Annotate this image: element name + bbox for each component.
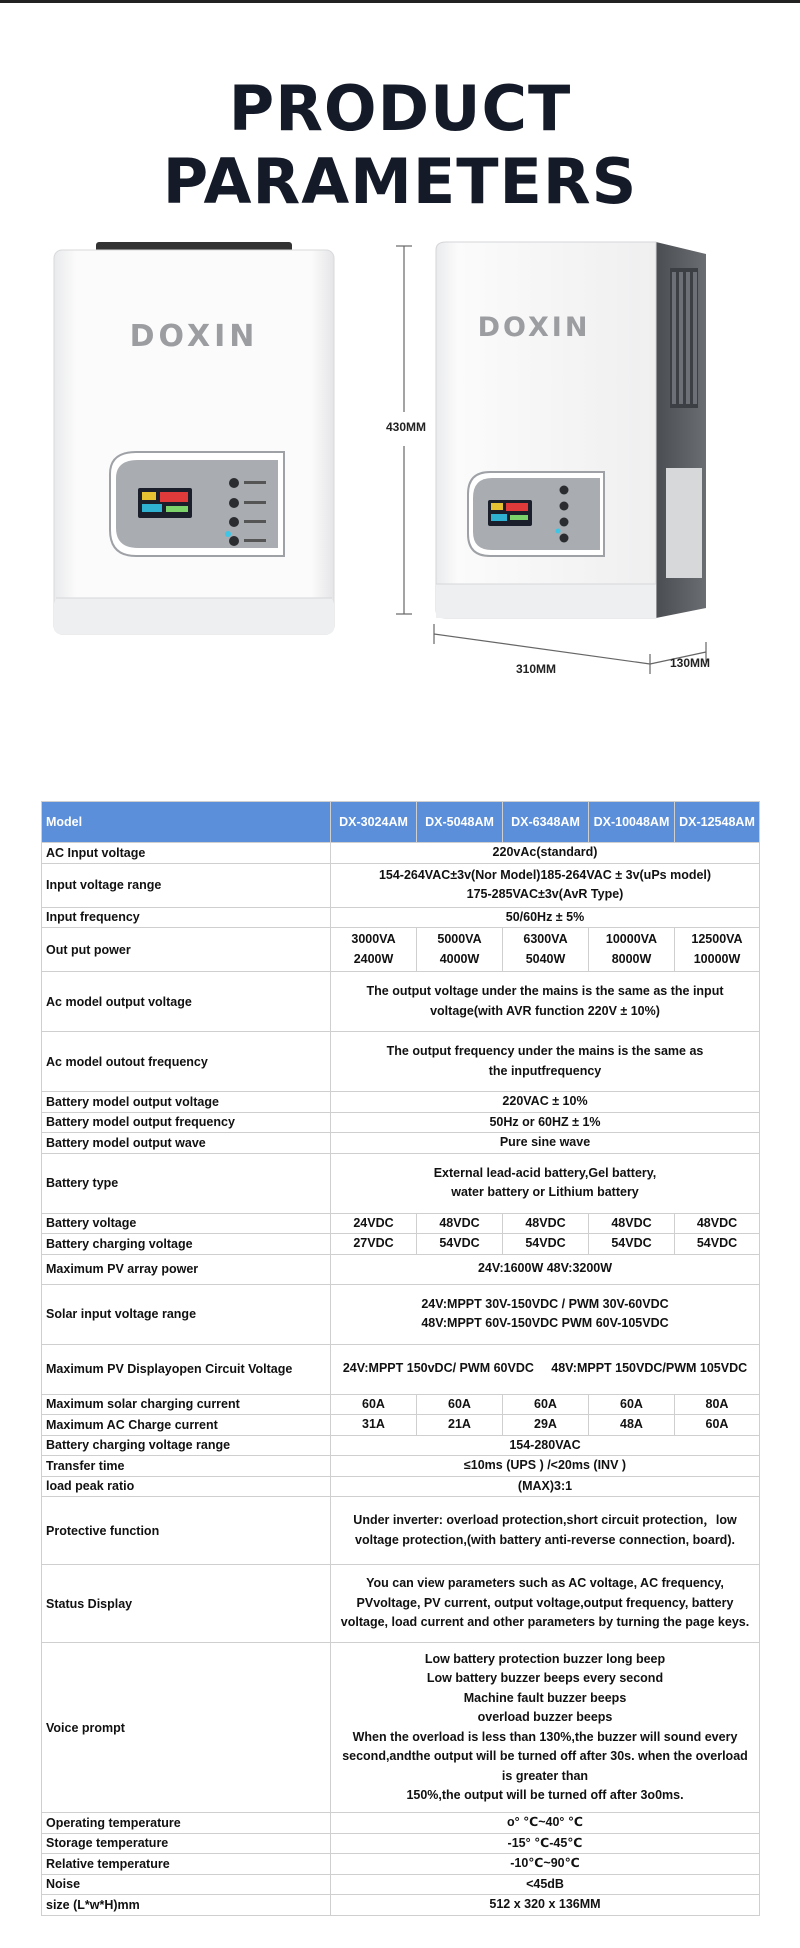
table-row — [42, 1415, 760, 1436]
row-value: 80A — [675, 1394, 760, 1415]
width-depth-dimension-lines — [430, 620, 720, 680]
brand-logo-side: DOXIN — [477, 312, 591, 343]
value-line: overload buzzer beeps — [477, 1710, 613, 1724]
row-value: 220vAc(standard) — [331, 843, 760, 864]
value-line: Low battery protection buzzer long beep — [424, 1651, 666, 1666]
row-value — [589, 928, 675, 972]
row-value: 512 x 320 x 136MM — [331, 1895, 760, 1916]
value-line: 5000VA — [437, 932, 482, 946]
value-line: The output voltage under the mains is the same as the input — [366, 984, 724, 998]
table-row — [42, 1213, 760, 1234]
table-row — [42, 1813, 760, 1834]
height-dimension-label: 430MM — [386, 420, 427, 434]
row-value: -15° ℃-45℃ — [331, 1833, 760, 1854]
row-value: 27VDC — [331, 1234, 417, 1255]
row-value: (MAX)3:1 — [331, 1476, 760, 1497]
row-value: 154-280VAC — [331, 1435, 760, 1456]
row-label: Voice prompt — [42, 1643, 331, 1813]
row-value: 24V:1600W 48V:3200W — [331, 1254, 760, 1284]
row-label: Relative temperature — [42, 1854, 331, 1875]
row-label: Battery voltage — [42, 1213, 331, 1234]
table-row — [42, 1456, 760, 1477]
row-value: 24V:MPPT 150vDC/ PWM 60VDC 48V:MPPT 150VDC/PWM 105VDC — [331, 1344, 760, 1394]
table-row — [42, 1643, 760, 1813]
row-value: 48A — [589, 1415, 675, 1436]
row-label: Ac model outout frequency — [42, 1032, 331, 1092]
row-label: Battery model output frequency — [42, 1112, 331, 1133]
row-label: Input voltage range — [42, 863, 331, 907]
table-row — [42, 1476, 760, 1497]
row-value — [675, 928, 760, 972]
value-line: The output frequency under the mains is the same as — [386, 1044, 704, 1058]
row-label: Battery model output voltage — [42, 1092, 331, 1113]
table-row — [42, 972, 760, 1032]
row-value: 60A — [589, 1394, 675, 1415]
value-line: Under inverter: overload protection,short circuit protection，low — [353, 1513, 737, 1527]
header-model-4: DX-10048AM — [589, 802, 675, 843]
value-line: 2400W — [353, 951, 394, 966]
row-label: Maximum PV array power — [42, 1254, 331, 1284]
row-label: Maximum solar charging current — [42, 1394, 331, 1415]
row-label: Battery charging voltage — [42, 1234, 331, 1255]
value-line: 12500VA — [691, 932, 743, 946]
row-value: 54VDC — [589, 1234, 675, 1255]
row-label: load peak ratio — [42, 1476, 331, 1497]
row-label: Ac model output voltage — [42, 972, 331, 1032]
row-value: 29A — [503, 1415, 589, 1436]
value-line: 5040W — [525, 951, 566, 966]
row-label: Noise — [42, 1874, 331, 1895]
value-line: External lead-acid battery,Gel battery, — [433, 1165, 657, 1180]
value-line: 48V:MPPT 60V-150VDC PWM 60V-105VDC — [421, 1316, 669, 1330]
row-value — [331, 1643, 760, 1813]
row-label: Maximum AC Charge current — [42, 1415, 331, 1436]
row-value — [331, 863, 760, 907]
row-value: 24VDC — [331, 1213, 417, 1234]
row-value: 21A — [417, 1415, 503, 1436]
value-line: 6300VA — [523, 932, 568, 946]
row-value: 54VDC — [417, 1234, 503, 1255]
value-line: When the overload is less than 130%,the buzzer will sound every — [352, 1729, 738, 1744]
row-label: Maximum PV Displayopen Circuit Voltage — [42, 1344, 331, 1394]
table-row — [42, 928, 760, 972]
table-row — [42, 1032, 760, 1092]
table-row — [42, 1394, 760, 1415]
header-model-1: DX-3024AM — [331, 802, 417, 843]
row-value: Pure sine wave — [331, 1133, 760, 1154]
table-row — [42, 1234, 760, 1255]
table-row — [42, 1565, 760, 1643]
header-model-2: DX-5048AM — [417, 802, 503, 843]
row-label: Battery model output wave — [42, 1133, 331, 1154]
row-label: Transfer time — [42, 1456, 331, 1477]
value-line: 24V:MPPT 30V-150VDC / PWM 30V-60VDC — [421, 1296, 669, 1311]
row-value: 60A — [503, 1394, 589, 1415]
row-value: 50Hz or 60HZ ± 1% — [331, 1112, 760, 1133]
table-row — [42, 1895, 760, 1916]
header-model-5: DX-12548AM — [675, 802, 760, 843]
table-row — [42, 1497, 760, 1565]
table-row — [42, 1254, 760, 1284]
row-label: Status Display — [42, 1565, 331, 1643]
table-header-row — [42, 802, 760, 843]
table-row — [42, 1133, 760, 1154]
row-value: <45dB — [331, 1874, 760, 1895]
value-line: You can view parameters such as AC voltage, AC frequency, — [366, 1576, 724, 1591]
value-line: Machine fault buzzer beeps — [463, 1690, 627, 1705]
inverter-side-image — [430, 238, 708, 628]
row-label: Storage temperature — [42, 1833, 331, 1854]
row-label: Input frequency — [42, 907, 331, 928]
row-value: 50/60Hz ± 5% — [331, 907, 760, 928]
row-label: Protective function — [42, 1497, 331, 1565]
value-line: voltage protection,(with battery anti-reverse connection, board). — [355, 1532, 735, 1547]
row-value: ≤10ms (UPS ) /<20ms (INV ) — [331, 1456, 760, 1477]
row-value: 48VDC — [503, 1213, 589, 1234]
row-value — [503, 928, 589, 972]
inverter-front-image — [52, 238, 336, 636]
value-line: Low battery buzzer beeps every second — [426, 1671, 664, 1685]
row-label: size (L*w*H)mm — [42, 1895, 331, 1916]
row-value: 54VDC — [675, 1234, 760, 1255]
row-value — [331, 1284, 760, 1344]
table-row — [42, 1854, 760, 1875]
header-model-3: DX-6348AM — [503, 802, 589, 843]
brand-logo: DOXIN — [129, 319, 259, 354]
width-dimension-label: 310MM — [516, 662, 557, 676]
table-row — [42, 907, 760, 928]
row-label: Out put power — [42, 928, 331, 972]
table-row — [42, 863, 760, 907]
value-line: 4000W — [439, 951, 480, 966]
table-row — [42, 1153, 760, 1213]
value-line: water battery or Lithium battery — [451, 1185, 639, 1199]
table-row — [42, 1833, 760, 1854]
value-line: is greater than — [501, 1768, 589, 1783]
value-line: 10000VA — [605, 932, 658, 946]
row-value: 60A — [675, 1415, 760, 1436]
row-value: 54VDC — [503, 1234, 589, 1255]
row-value — [417, 928, 503, 972]
value-line: 8000W — [611, 951, 652, 966]
table-row — [42, 843, 760, 864]
row-label: Solar input voltage range — [42, 1284, 331, 1344]
table-row — [42, 1435, 760, 1456]
row-value: 60A — [331, 1394, 417, 1415]
table-row — [42, 1092, 760, 1113]
row-value: 220VAC ± 10% — [331, 1092, 760, 1113]
value-line: 150%,the output will be turned off after 3o0ms. — [406, 1788, 684, 1802]
header-model-label: Model — [42, 802, 331, 843]
table-row — [42, 1344, 760, 1394]
value-line: 154-264VAC±3v(Nor Model)185-264VAC ± 3v(uPs model) — [378, 867, 712, 882]
row-value — [331, 928, 417, 972]
value-line: 3000VA — [351, 932, 396, 946]
value-line: second,andthe output will be turned off after 30s. when the overload — [342, 1749, 748, 1763]
row-value: 60A — [417, 1394, 503, 1415]
row-value: 48VDC — [589, 1213, 675, 1234]
row-value — [331, 1565, 760, 1643]
row-label: Battery type — [42, 1153, 331, 1213]
value-line: PVvoltage, PV current, output voltage,output frequency, battery — [356, 1595, 734, 1610]
row-label: Operating temperature — [42, 1813, 331, 1834]
page-title: PRODUCT PARAMETERS — [162, 72, 638, 218]
row-label: AC Input voltage — [42, 843, 331, 864]
value-line: voltage, load current and other parameters by turning the page keys. — [340, 1615, 750, 1630]
value-line: 10000W — [693, 951, 741, 966]
row-value: 31A — [331, 1415, 417, 1436]
row-value: o° ℃~40° ℃ — [331, 1813, 760, 1834]
table-row — [42, 1284, 760, 1344]
value-line: 175-285VAC±3v(AvR Type) — [466, 887, 624, 901]
row-value — [331, 1153, 760, 1213]
row-value: -10℃~90℃ — [331, 1854, 760, 1875]
depth-dimension-label: 130MM — [670, 656, 711, 670]
table-row — [42, 1112, 760, 1133]
top-rule — [0, 0, 800, 3]
row-value: 48VDC — [417, 1213, 503, 1234]
row-value — [331, 1497, 760, 1565]
row-value — [331, 972, 760, 1032]
value-line: voltage(with AVR function 220V ± 10%) — [430, 1003, 660, 1018]
value-line: the inputfrequency — [488, 1063, 602, 1078]
row-value: 48VDC — [675, 1213, 760, 1234]
spec-table — [41, 801, 760, 1916]
row-label: Battery charging voltage range — [42, 1435, 331, 1456]
row-value — [331, 1032, 760, 1092]
table-row — [42, 1874, 760, 1895]
